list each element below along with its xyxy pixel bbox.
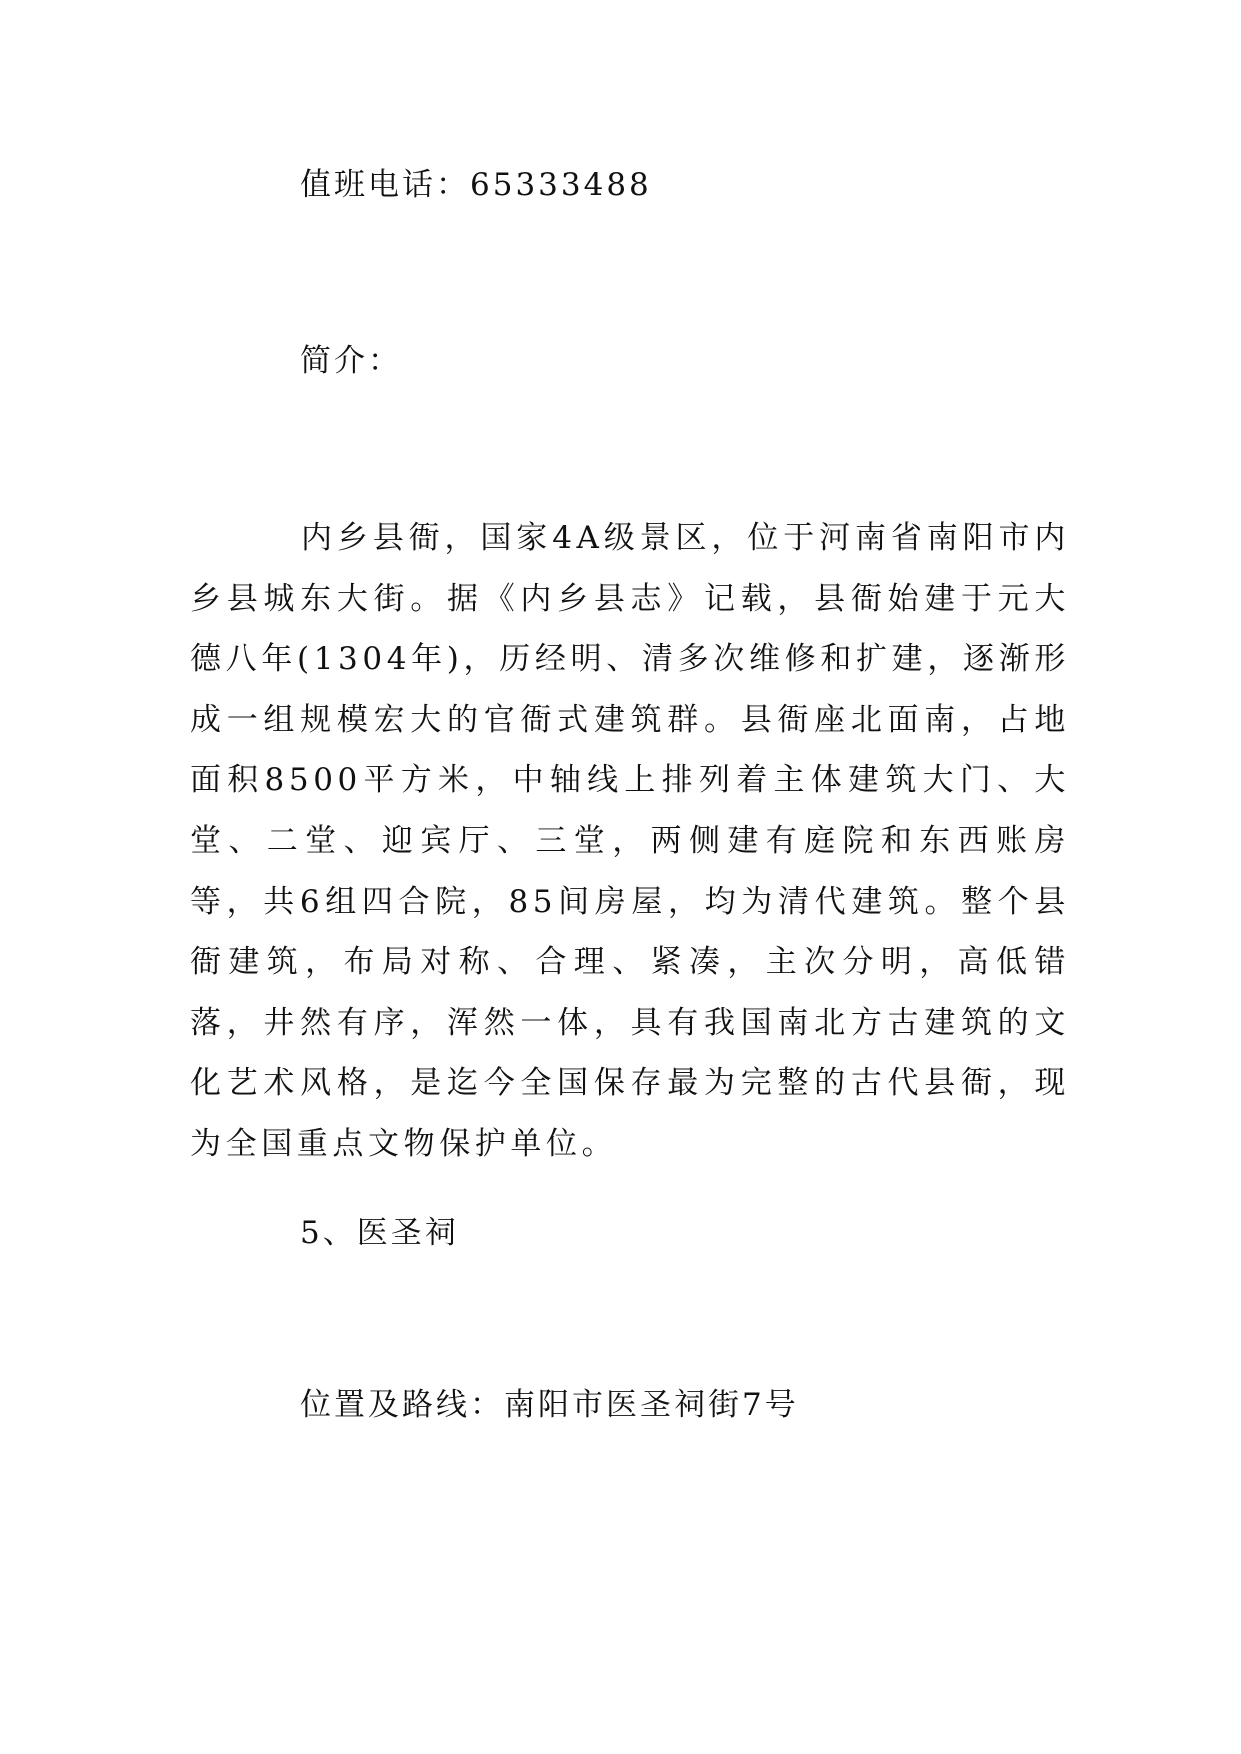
location-line: 位置及路线：南阳市医圣祠街7号 [300, 1387, 799, 1423]
intro-paragraph: 内乡县衙，国家4A级景区，位于河南省南阳市内乡县城东大街。据《内乡县志》记载，县衙始建于元大德八年(1304年)，历经明、清多次维修和扩建，逐渐形成一组规模宏大的官衙式建筑群。县衙座北面南，占地面积8500平方米，中轴线上排列着主体建筑大门、大堂、二堂、迎宾厅、三堂，两侧建有庭院和东西账房等，共6组四合院，85间房屋，均为清代建筑。整个县衙建筑，布局对称、合理、紧凑，主次分明，高低错落，井然有序，浑然一体，具有我国南北方古建筑的文化艺术风格，是迄今全国保存最为完整的古代县衙，现为全国重点文物保护单位。 [190, 520, 1070, 1162]
intro-heading: 简介： [300, 343, 402, 379]
duty-phone-line: 值班电话：65333488 [300, 167, 652, 203]
section-heading: 5、医圣祠 [300, 1215, 459, 1251]
